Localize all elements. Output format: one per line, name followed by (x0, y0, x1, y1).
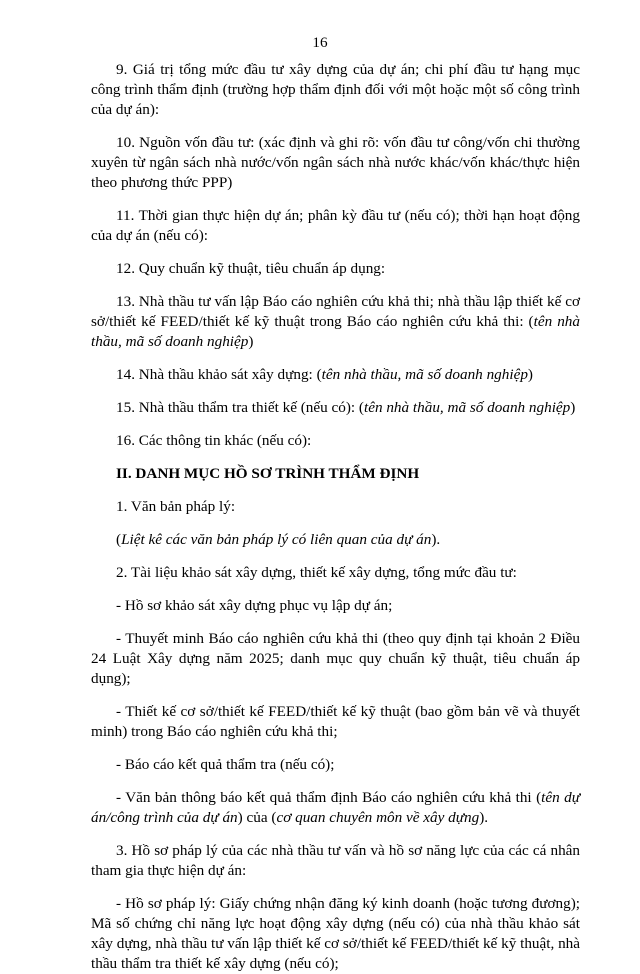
item-15: 15. Nhà thầu thẩm tra thiết kế (nếu có): (tên nhà thầu, mã số doanh nghiệp) (116, 399, 576, 416)
document-body (91, 60, 580, 974)
item-16: 16. Các thông tin khác (nếu có): (116, 432, 312, 449)
verification-report: - Báo cáo kết quả thẩm tra (nếu có); (116, 756, 335, 773)
feasibility-explanation: - Thuyết minh Báo cáo nghiên cứu khả thi (theo quy định tại khoản 2 Điều 24 Luật Xây dựng năm 2025; danh mục quy chuẩn kỹ thuật, tiêu chuẩn áp dụng); (91, 630, 580, 687)
legal-docs: 1. Văn bản pháp lý: (116, 498, 236, 515)
item-9: 9. Giá trị tổng mức đầu tư xây dựng của dự án; chi phí đầu tư hạng mục công trình thẩm định (trường hợp thẩm định đối với một hoặc một số công trình của dự án): (91, 61, 580, 118)
legal-profile: - Hồ sơ pháp lý: Giấy chứng nhận đăng ký kinh doanh (hoặc tương đương); Mã số chứng chỉ năng lực hoạt động xây dựng (nếu có) của nhà thầu khảo sát xây dựng, nhà thầu tư vấn lập thiết kế cơ sở/thiết kế FEED/thiết kế kỹ thuật, nhà thầu thẩm tra thiết kế xây dựng (nếu có); (91, 895, 580, 972)
page-number: 16 (312, 34, 328, 51)
legal-docs-note: (Liệt kê các văn bản pháp lý có liên quan của dự án). (116, 531, 441, 548)
item-11: 11. Thời gian thực hiện dự án; phân kỳ đầu tư (nếu có); thời hạn hoạt động của dự án (nếu có): (91, 207, 580, 244)
basic-design: - Thiết kế cơ sở/thiết kế FEED/thiết kế kỹ thuật (bao gồm bản vẽ và thuyết minh) trong Báo cáo nghiên cứu khả thi; (91, 703, 580, 740)
item-10: 10. Nguồn vốn đầu tư: (xác định và ghi rõ: vốn đầu tư công/vốn chi thường xuyên từ ngân sách nhà nước/vốn ngân sách nhà nước khác/vốn khác/thực hiện theo phương thức PPP) (91, 134, 580, 191)
section-heading: II. DANH MỤC HỒ SƠ TRÌNH THẨM ĐỊNH (116, 465, 420, 482)
item-12: 12. Quy chuẩn kỹ thuật, tiêu chuẩn áp dụng: (116, 260, 386, 277)
survey-docs: 2. Tài liệu khảo sát xây dựng, thiết kế xây dựng, tổng mức đầu tư: (116, 564, 517, 581)
survey-profile: - Hồ sơ khảo sát xây dựng phục vụ lập dự án; (116, 597, 393, 614)
contractor-docs: 3. Hồ sơ pháp lý của các nhà thầu tư vấn và hồ sơ năng lực của các cá nhân tham gia thực hiện dự án: (91, 842, 580, 879)
item-14: 14. Nhà thầu khảo sát xây dựng: (tên nhà thầu, mã số doanh nghiệp) (116, 366, 533, 383)
item-13: 13. Nhà thầu tư vấn lập Báo cáo nghiên cứu khả thi; nhà thầu lập thiết kế cơ sở/thiết kế FEED/thiết kế kỹ thuật trong Báo cáo nghiên cứu khả thi: (tên nhà thầu, mã số doanh nghiệp) (91, 293, 580, 350)
appraisal-notice: - Văn bản thông báo kết quả thẩm định Báo cáo nghiên cứu khả thi (tên dự án/công trình của dự án) của (cơ quan chuyên môn về xây dựng). (91, 789, 580, 826)
